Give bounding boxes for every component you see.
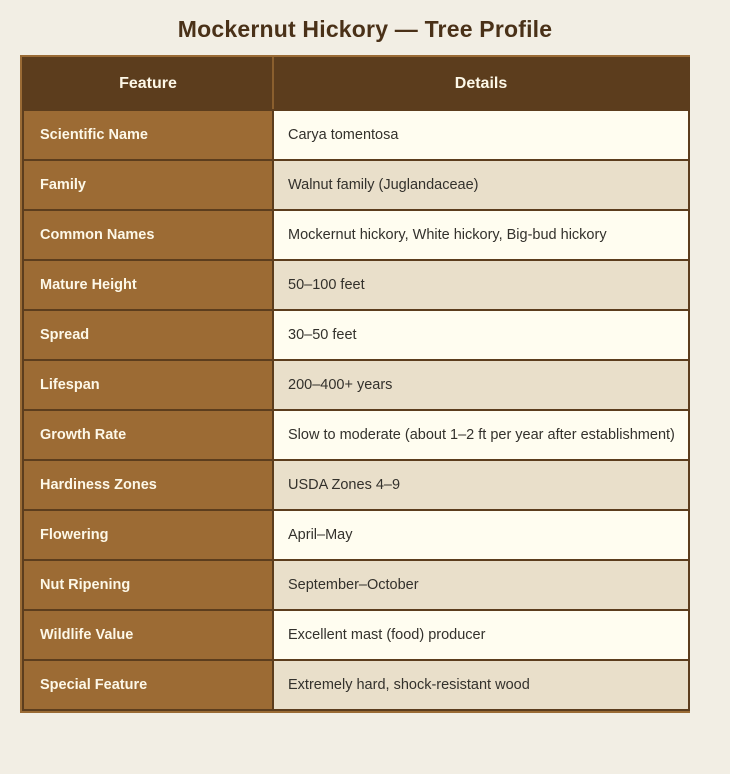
detail-value: 30–50 feet <box>273 310 689 360</box>
table-row <box>23 660 689 710</box>
detail-value: Mockernut hickory, White hickory, Big-bud hickory <box>273 210 689 260</box>
feature-label: Nut Ripening <box>23 560 273 610</box>
column-header-feature: Feature <box>23 58 273 110</box>
detail-value: Walnut family (Juglandaceae) <box>273 160 689 210</box>
tree-profile-table <box>22 57 690 711</box>
table-row <box>23 260 689 310</box>
detail-value: Excellent mast (food) producer <box>273 610 689 660</box>
page-title: Mockernut Hickory — Tree Profile <box>177 16 553 42</box>
feature-label: Lifespan <box>23 360 273 410</box>
table-row <box>23 210 689 260</box>
table-row <box>23 110 689 160</box>
table-row <box>23 360 689 410</box>
feature-label: Common Names <box>23 210 273 260</box>
detail-value: 50–100 feet <box>273 260 689 310</box>
detail-value: Slow to moderate (about 1–2 ft per year after establishment) <box>273 410 689 460</box>
table-row <box>23 610 689 660</box>
table-row <box>23 460 689 510</box>
tree-profile-table-container <box>20 55 690 713</box>
table-row <box>23 410 689 460</box>
table-row <box>23 310 689 360</box>
detail-value: Carya tomentosa <box>273 110 689 160</box>
feature-label: Mature Height <box>23 260 273 310</box>
feature-label: Scientific Name <box>23 110 273 160</box>
table-body <box>23 110 689 710</box>
feature-label: Spread <box>23 310 273 360</box>
detail-value: April–May <box>273 510 689 560</box>
detail-value: September–October <box>273 560 689 610</box>
detail-value: 200–400+ years <box>273 360 689 410</box>
table-row <box>23 510 689 560</box>
feature-label: Growth Rate <box>23 410 273 460</box>
feature-label: Special Feature <box>23 660 273 710</box>
feature-label: Wildlife Value <box>23 610 273 660</box>
detail-value: USDA Zones 4–9 <box>273 460 689 510</box>
table-header-row <box>23 58 689 110</box>
detail-value: Extremely hard, shock-resistant wood <box>273 660 689 710</box>
table-header <box>23 58 689 110</box>
feature-label: Family <box>23 160 273 210</box>
column-header-details: Details <box>273 58 689 110</box>
feature-label: Flowering <box>23 510 273 560</box>
feature-label: Hardiness Zones <box>23 460 273 510</box>
table-row <box>23 560 689 610</box>
table-row <box>23 160 689 210</box>
